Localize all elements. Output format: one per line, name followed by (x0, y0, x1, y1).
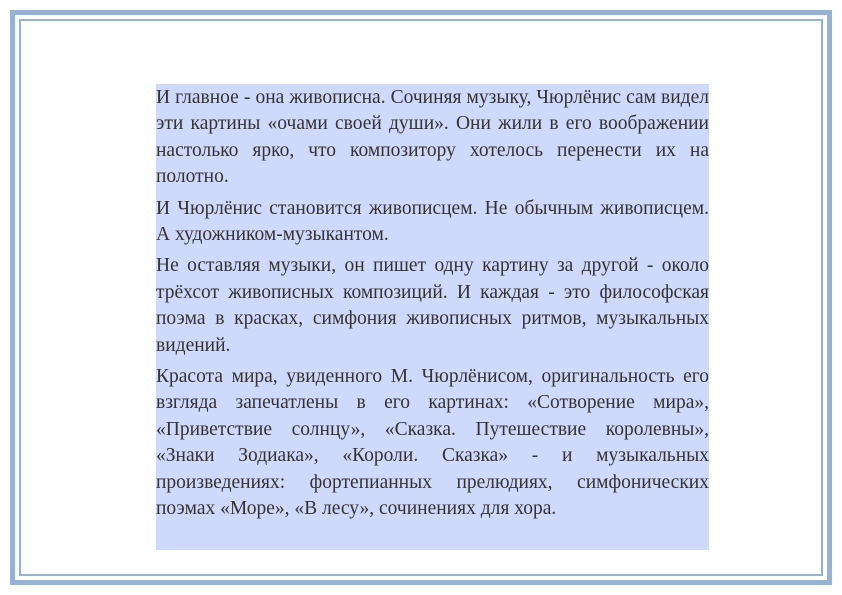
paragraph-1: И главное - она живописна. Сочиняя музыку, Чюрлёнис сам видел эти картины «очами своей души». Они жили в его воображении настолько ярко, что композитору хотелось перенести их на полотно. (156, 87, 709, 188)
paragraph-2: И Чюрлёнис становится живописцем. Не обычным живописцем. А художником-музыкантом. (156, 197, 709, 246)
paragraph-3: Не оставляя музыки, он пишет одну картину за другой - около трёхсот живописных композиций. И каждая - это философская поэма в красках, симфония живописных ритмов, музыкальных видений. (156, 255, 709, 356)
text-block (156, 84, 709, 550)
paragraph-4: Красота мира, увиденного М. Чюрлёнисом, оригинальность его взгляда запечатлены в его картинах: «Сотворение мира», «Приветствие солнцу», «Сказка. Путешествие королевны», «Знаки Зодиака», «Короли. Сказка» - и музыкальных произведениях: фортепианных прелюдиях, симфонических поэмах «Море», «В лесу», сочинениях для хора. (156, 366, 709, 520)
